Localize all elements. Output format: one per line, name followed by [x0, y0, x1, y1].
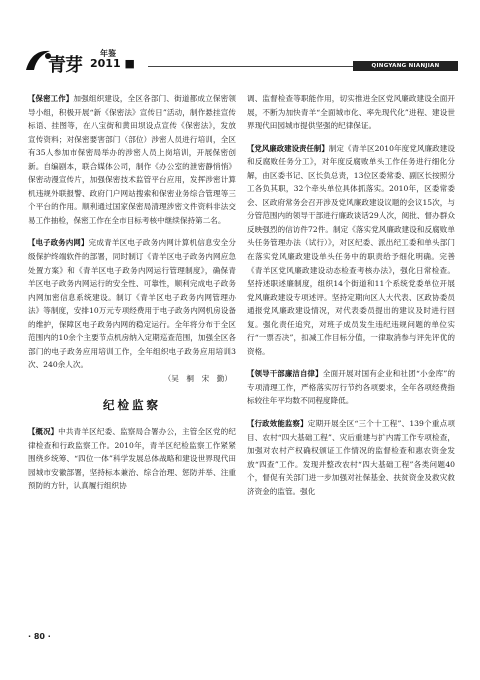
logo-subtitle: 年鉴 [100, 49, 116, 58]
paragraph-text: 加强组织建设，全区各部门、街道都成立保密领导小组，积极开展“新《保密法》宣传日”活动，制作悬挂宣传标语、挂图等，在八宝街和黄田坝设点宣传《保密法》，发放宣传资料；对保密要害部门（部位）涉密人员进行培训，全区有35人参加市保密局举办的涉密人员上岗培训，开展保密创新。自编剧本，联合媒体公司，制作《办公室的泄密静悄悄》保密动漫宣传片，加强保密技术监管平台应用，发挥涉密计算机违规外联报警、政府门户网站搜索和保密业务综合管理等三个平台的作用。顺利通过国家保密局清理涉密文件资料非法交易工作抽检，保密工作在全市目标考核中继续保持第二名。 [28, 94, 236, 225]
page-number: · 80 · [28, 632, 51, 641]
paragraph-self-discipline [247, 367, 455, 408]
paragraph-label: 【概况】 [28, 427, 59, 437]
running-title: QINGYANG NIANJIAN [353, 61, 458, 71]
section-title: 纪检监察 [103, 398, 161, 413]
paragraph-responsibility [247, 142, 455, 359]
author-signature: （吴 桐 宋 勤） [163, 373, 232, 383]
logo-year: 2011 ■ [90, 57, 135, 70]
paragraph-efficiency [247, 417, 455, 498]
right-column [247, 92, 455, 498]
paragraph-label: 【党风廉政建设责任制】 [247, 143, 329, 153]
paragraph-egov [28, 236, 236, 371]
page-header [22, 44, 458, 76]
paragraph-label: 【保密工作】 [28, 94, 74, 103]
paragraph-text: 完成青羊区电子政务内网计算机信息安全分级保护终端软件的部署，同时制订《青羊区电子政务内网应急处置方案》和《青羊区电子政务内网运行管理制度》，确保青羊区电子政务内网运行的安全性、可靠性，顺利完成电子政务内网加密信息系统建设。制订《青羊区电子政务内网管理办法》等制度，安排10万元专项经费用于电子政务内网机房设备的维护，保障区电子政务内网的稳定运行。全年将分布于全区范围内的10余个主要节点机房纳入定期巡查范围，加强全区各部门的电子政务应用培训工作，全年组织电子政务应用培训3次、240余人次。 [28, 238, 236, 370]
left-column [28, 92, 236, 493]
paragraph-text: 中共青羊区纪委、监察局合署办公，主管全区党的纪律检查和行政监察工作。2010年，青羊区纪检监察工作紧紧围绕乡统筹、“四位一体”科学发展总体战略和建设世界现代田园城市安徽部署，坚持标本兼治、综合治理、惩防并举、注重预防的方针，认真履行组织协 [28, 427, 236, 491]
paragraph-secrecy [28, 92, 236, 227]
paragraph-text: 制定《青羊区2010年度党风廉政建设和反腐败任务分工》，对年度反腐败单头工作任务进行细化分解，由区委书记、区长负总责，13位区委常委、副区长按照分工各负其职，32个牵头单位具体抓落实。2010年，区委常委会、区政府常务会召开涉及党风廉政建设议题的会议15次，与分管范围内的领导干部进行廉政谈话29人次，阅批、督办群众反映强烈的信访件72件。制定《落实党风廉政建设和反腐败单头任务管理办法（试行）》，对区纪委、派出纪工委和单头部门在落实党风廉政建设单头任务中的职责给予细化明确。完善《青羊区党风廉政建设动态检查考核办法》，强化日常检查。坚持述职述廉制度，组织14个街道和11个系统党委单位开展党风廉政建设专项述评。坚持定期向区人大代表、区政协委员通报党风廉政建设情况，对代表委员提出的建议及时进行回复。强化责任追究，对班子成员发生违纪违规问题的单位实行“一票否决”，扣减工作目标分值，一律取消参与评先评优的资格。 [247, 143, 455, 356]
logo-text: 青芽 [48, 55, 82, 76]
paragraph-continued: 调、监督检查等职能作用，切实推进全区党风廉政建设全面开展，不断为加快青羊“全面城市化、率先现代化”进程、建设世界现代田园城市提供坚强的纪律保证。 [247, 94, 455, 131]
paragraph-overview [28, 425, 236, 493]
paragraph-text: 定期开展全区“三个十工程”、139个重点项目、农村“四大基础工程”、灾后重建与扩内需工作专项检查，加强对农村产权确权颁证工作情况的监督检查和惠农资金发放“四查”工作。发现并整改农村“四大基础工程”各类问题40个，督促有关部门进一步加强对社保基金、扶贫资金及救灾救济资金的监管。强化 [247, 419, 455, 496]
paragraph-text: 全面开展对国有企业和社团“小金库”的专项清理工作，严格落实厉行节约各项要求，全年各项经费指标较往年平均数不同程度降低。 [247, 369, 455, 406]
header-rule [148, 66, 353, 67]
paragraph-label: 【电子政务内网】 [28, 238, 89, 248]
paragraph-label: 【行政效能监察】 [247, 419, 308, 429]
paragraph-label: 【领导干部廉洁自律】 [247, 369, 323, 379]
